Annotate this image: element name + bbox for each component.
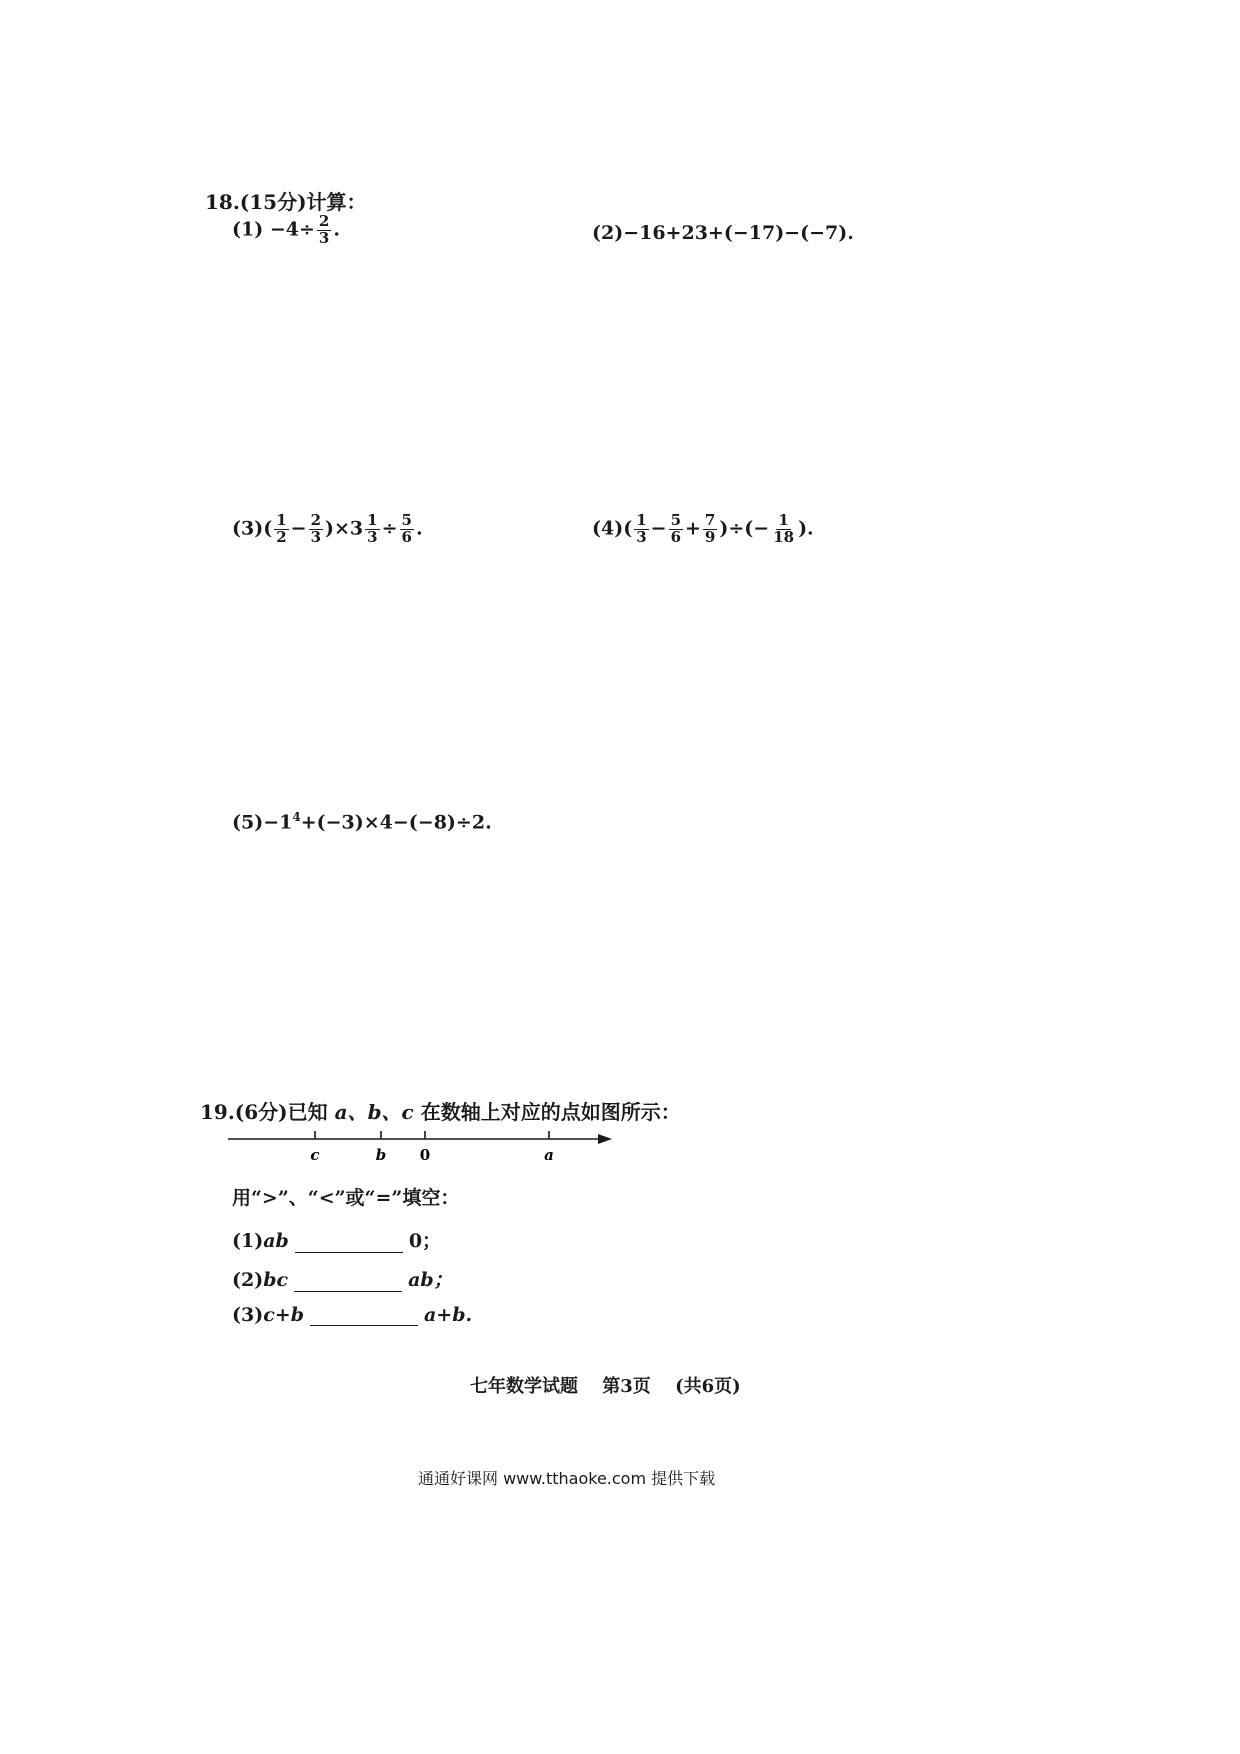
label-a: a [544, 1146, 554, 1164]
fraction-denominator: 2 [276, 527, 287, 546]
q18-part5-a: (5)−1 [232, 811, 293, 834]
number-line [226, 1124, 616, 1166]
item-left: ab [263, 1230, 289, 1252]
fraction-denominator: 18 [773, 527, 795, 546]
fraction-numerator: 7 [704, 511, 716, 529]
q18-part2: (2)−16+23+(−17)−(−7). [592, 222, 854, 244]
item-right: 0； [408, 1230, 442, 1252]
q18-part4-end: ). [798, 517, 814, 540]
fraction [400, 513, 414, 546]
q18-part3-label: (3)( [232, 517, 273, 540]
q18-part3-end: . [415, 517, 423, 540]
item-right: ab； [408, 1269, 453, 1291]
item-label: (3) [232, 1304, 264, 1326]
fraction-numerator: 1 [636, 511, 647, 529]
label-c: c [310, 1146, 320, 1164]
item-label: (2) [232, 1269, 264, 1291]
item-right: a+b. [423, 1304, 473, 1326]
fraction-numerator: 2 [318, 212, 330, 230]
answer-blank[interactable] [294, 1273, 402, 1292]
footer-title: 七年数学试题 [470, 1376, 578, 1397]
page-footer [470, 1372, 741, 1398]
q18-part4 [592, 513, 814, 546]
q18-part5 [232, 810, 492, 833]
q19-item-2 [232, 1265, 453, 1292]
answer-blank[interactable] [310, 1307, 418, 1326]
fraction [365, 513, 379, 546]
q19-item-1 [232, 1226, 441, 1253]
fraction-denominator: 3 [367, 527, 378, 546]
fraction [274, 513, 288, 546]
label-b: b [375, 1146, 387, 1164]
item-label: (1) [232, 1230, 264, 1252]
fraction [703, 513, 717, 546]
q18-part3 [232, 513, 423, 546]
download-credit: 通通好课网 www.tthaoke.com 提供下载 [418, 1469, 716, 1488]
operator: )×3 [325, 517, 364, 540]
fraction-numerator: 5 [401, 511, 412, 529]
number-line-arrow [598, 1134, 612, 1144]
item-left: c+b [263, 1304, 304, 1326]
q19-item-3 [232, 1304, 472, 1326]
q18-part1-label: (1) [232, 218, 264, 241]
fraction [634, 513, 648, 546]
q18-part1-end: . [333, 218, 340, 241]
fraction [771, 513, 796, 546]
q18-part5-b: +(−3)×4−(−8)÷2. [300, 811, 492, 834]
q19-title [200, 1096, 681, 1125]
operator: − [650, 517, 667, 540]
q19-instruction: 用“>”、“<”或“=”填空： [232, 1187, 460, 1209]
item-left: bc [263, 1269, 289, 1291]
fraction-numerator: 1 [276, 511, 287, 529]
fraction-denominator: 9 [704, 527, 716, 546]
q18-title: 18.(15分)计算： [205, 190, 367, 214]
q18-part1-fraction [317, 214, 331, 247]
q18-part1 [232, 214, 340, 247]
fraction [669, 513, 683, 546]
fraction-numerator: 5 [670, 511, 681, 529]
operator: − [290, 517, 307, 540]
fraction-numerator: 2 [310, 511, 321, 529]
operator: ÷ [381, 517, 398, 540]
fraction-denominator: 3 [310, 527, 321, 546]
fraction-denominator: 6 [401, 527, 412, 546]
exponent: 4 [292, 810, 301, 824]
operator: )÷(− [719, 517, 770, 540]
fraction-denominator: 3 [636, 527, 647, 546]
fraction-numerator: 1 [778, 511, 789, 529]
q18-part1-expr: −4÷ [269, 218, 315, 241]
fraction-numerator: 1 [367, 511, 378, 529]
q19-title-a: 19.(6分)已知 [200, 1100, 328, 1124]
fraction-denominator: 6 [670, 527, 681, 546]
q18-part4-label: (4)( [592, 517, 633, 540]
q19-title-b: 在数轴上对应的点如图所示： [420, 1100, 681, 1124]
footer-total: (共6页) [675, 1376, 741, 1397]
footer-page: 第3页 [602, 1376, 651, 1397]
fraction [309, 513, 323, 546]
label-0: 0 [419, 1146, 431, 1164]
operator: + [685, 517, 701, 540]
q19-title-vars: a、b、c [334, 1100, 414, 1124]
fraction-denominator: 3 [318, 228, 330, 247]
answer-blank[interactable] [295, 1234, 403, 1253]
